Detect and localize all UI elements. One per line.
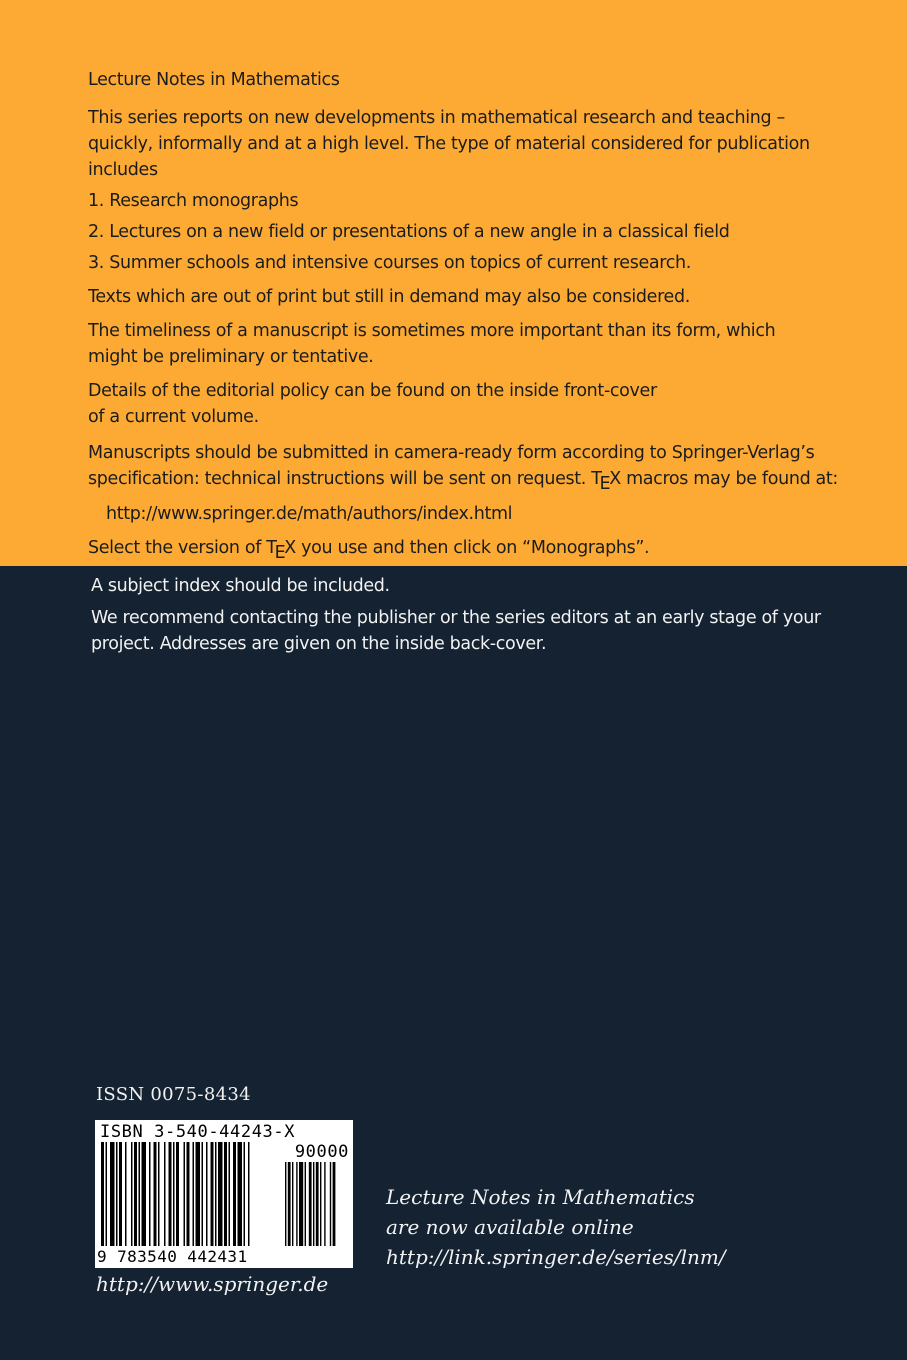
timeliness-line-2: might be preliminary or tentative. xyxy=(88,347,374,367)
editorial-line-1: Details of the editorial policy can be found on the inside front-cover xyxy=(88,381,657,401)
barcode-bar xyxy=(106,1142,108,1246)
barcode-bar xyxy=(101,1142,104,1246)
barcode-bar xyxy=(196,1142,201,1246)
barcode-bar xyxy=(193,1142,195,1246)
editorial-line-2: of a current volume. xyxy=(88,407,259,427)
list-item-1: 1. Research monographs xyxy=(88,191,299,211)
barcode-addon-bar xyxy=(313,1162,314,1246)
barcode-bar xyxy=(176,1142,179,1246)
barcode-bar xyxy=(158,1142,160,1246)
tex-logo-e: E xyxy=(599,474,611,494)
barcode-bar xyxy=(244,1142,246,1246)
barcode-bar xyxy=(139,1142,141,1246)
select-version-end: X you use and then click on “Monographs”. xyxy=(284,538,650,558)
barcode-bar xyxy=(142,1142,147,1246)
barcode-addon-bar xyxy=(288,1162,291,1246)
barcode-addon-bar xyxy=(292,1162,293,1246)
barcode-bar xyxy=(229,1142,231,1246)
barcode-addon-bar xyxy=(320,1162,321,1246)
barcode-bar xyxy=(211,1142,214,1246)
online-availability-notice xyxy=(386,1182,726,1272)
select-version-start: Select the version of T xyxy=(88,538,277,558)
barcode-bar xyxy=(116,1142,118,1246)
timeliness-line-1: The timeliness of a manuscript is sometimes more important than its form, which xyxy=(88,321,776,341)
barcode-bar xyxy=(215,1142,217,1246)
barcode-isbn-text: ISBN 3-540-44243-X xyxy=(100,1122,296,1142)
online-url-link[interactable]: http://link.springer.de/series/lnm/ xyxy=(386,1245,726,1269)
barcode-bar xyxy=(248,1142,250,1246)
springer-website-link[interactable]: http://www.springer.de xyxy=(96,1272,329,1296)
online-line-1: Lecture Notes in Mathematics xyxy=(386,1185,695,1209)
barcode-bar xyxy=(110,1142,115,1246)
isbn-barcode xyxy=(95,1120,353,1268)
manuscripts-line-2-start: specification: technical instructions will be sent on request. T xyxy=(88,469,602,489)
intro-line-3: includes xyxy=(88,160,158,180)
barcode-addon-bar xyxy=(330,1162,331,1246)
barcode-bar xyxy=(134,1142,137,1246)
barcode-addon-bar xyxy=(305,1162,306,1246)
barcode-bar xyxy=(164,1142,166,1246)
barcode-addon-bar xyxy=(316,1162,319,1246)
barcode-bar xyxy=(125,1142,127,1246)
intro-line-1: This series reports on new developments in mathematical research and teaching – xyxy=(88,108,785,128)
manuscripts-line-2-end: X macros may be found at: xyxy=(609,469,838,489)
barcode-ean-number: 9 783540 442431 xyxy=(97,1247,248,1266)
barcode-bar xyxy=(173,1142,175,1246)
intro-line-2: quickly, informally and at a high level. The type of material considered for publication xyxy=(88,134,810,154)
subject-index-text: A subject index should be included. xyxy=(91,576,390,596)
barcode-addon-bar xyxy=(285,1162,286,1246)
barcode-bar xyxy=(119,1142,122,1246)
barcode-bar xyxy=(238,1142,243,1246)
manuscripts-line-1: Manuscripts should be submitted in camera-ready form according to Springer-Verlag’s xyxy=(88,443,815,463)
barcode-bar xyxy=(131,1142,133,1246)
barcode-addon-bar xyxy=(299,1162,303,1246)
barcode-bar xyxy=(224,1142,227,1246)
barcode-addon-bar xyxy=(309,1162,312,1246)
recommend-line-1: We recommend contacting the publisher or the series editors at an early stage of your xyxy=(91,608,821,628)
select-version-text xyxy=(88,535,649,561)
series-title: Lecture Notes in Mathematics xyxy=(88,70,340,90)
issn-number: ISSN 0075-8434 xyxy=(96,1084,251,1105)
manuscripts-line-2 xyxy=(88,466,838,492)
barcode-addon-bar xyxy=(324,1162,325,1246)
barcode-addon-bar xyxy=(333,1162,336,1246)
barcode-bar xyxy=(206,1142,208,1246)
barcode-bar xyxy=(154,1142,157,1246)
barcode-bar xyxy=(187,1142,190,1246)
barcode-bar xyxy=(184,1142,186,1246)
out-of-print-text: Texts which are out of print but still in demand may also be considered. xyxy=(88,287,690,307)
barcode-bar xyxy=(233,1142,236,1246)
barcode-bar xyxy=(169,1142,172,1246)
tex-logo-e: E xyxy=(274,543,286,563)
list-item-3: 3. Summer schools and intensive courses on topics of current research. xyxy=(88,253,691,273)
barcode-addon-bar xyxy=(296,1162,297,1246)
list-item-2: 2. Lectures on a new field or presentations of a new angle in a classical field xyxy=(88,222,730,242)
barcode-bar xyxy=(218,1142,223,1246)
barcode-addon-number: 90000 xyxy=(294,1142,349,1162)
barcode-bar xyxy=(149,1142,151,1246)
barcode-bar xyxy=(202,1142,204,1246)
online-line-2: are now available online xyxy=(386,1215,634,1239)
macros-url-link[interactable]: http://www.springer.de/math/authors/index.html xyxy=(106,504,513,524)
recommend-line-2: project. Addresses are given on the inside back-cover. xyxy=(91,634,547,654)
